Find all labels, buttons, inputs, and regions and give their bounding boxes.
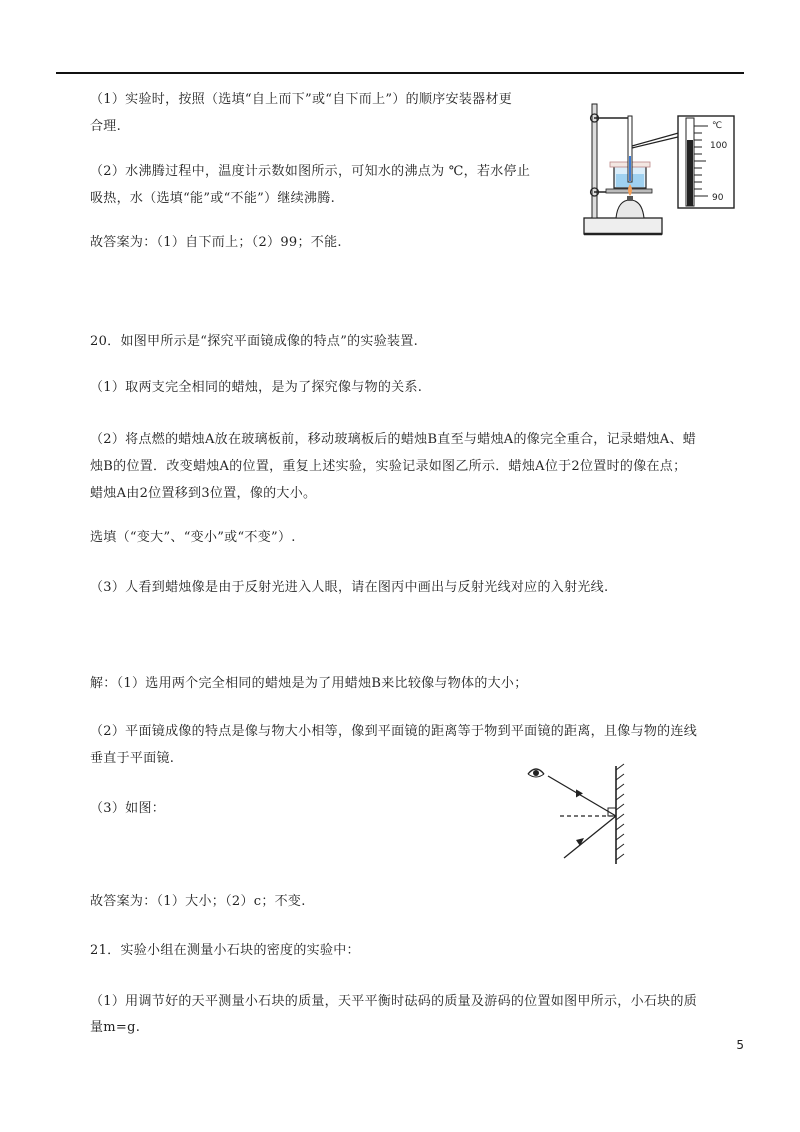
- q21-p1b: 量m=g.: [90, 1020, 141, 1035]
- mirror-reflection-figure: [520, 760, 630, 870]
- q19-line2b: 吸热，水（选填“能”或“不能”）继续沸腾.: [90, 191, 336, 206]
- q19-line2: （2）水沸腾过程中，温度计示数如图所示，可知水的沸点为 ℃，若水停止: [90, 164, 531, 179]
- q20-answer: 故答案为：（1）大小；（2）c；不变.: [90, 894, 306, 909]
- q21-p1a: （1）用调节好的天平测量小石块的质量，天平平衡时砝码的质量及游码的位置如图甲所示，小石块的质: [90, 994, 698, 1009]
- stand-base: [584, 218, 662, 234]
- boiling-apparatus-figure: [578, 96, 742, 244]
- q20-solution-1: 解：（1）选用两个完全相同的蜡烛是为了用蜡烛B来比较像与物体的大小；: [90, 676, 528, 691]
- header-rule: [56, 72, 744, 74]
- page-number: 5: [736, 1038, 744, 1052]
- q20-solution-2b: 垂直于平面镜.: [90, 751, 175, 766]
- scale-label-90: 90: [712, 193, 724, 203]
- eye-icon: [528, 769, 544, 777]
- q20-p2d: 选填（“变大”、“变小”或“不变”）.: [90, 530, 296, 545]
- q21-title: 21．实验小组在测量小石块的密度的实验中：: [90, 943, 360, 958]
- q19-line1b: 合理.: [90, 119, 122, 134]
- q20-p3: （3）人看到蜡烛像是由于反射光进入人眼，请在图丙中画出与反射光线对应的入射光线.: [90, 580, 609, 595]
- q20-p2c: 蜡烛A由2位置移到3位置，像的大小。: [90, 486, 317, 501]
- q19-answer: 故答案为：（1）自下而上；（2）99；不能.: [90, 235, 342, 250]
- q20-solution-3: （3）如图：: [90, 801, 166, 816]
- incident-ray: [564, 816, 616, 858]
- q19-line1: （1）实验时，按照（选填“自上而下”或“自下而上”）的顺序安装器材更: [90, 92, 513, 107]
- q20-title: 20．如图甲所示是“探究平面镜成像的特点”的实验装置.: [90, 334, 419, 349]
- q20-p1: （1）取两支完全相同的蜡烛，是为了探究像与物的关系.: [90, 380, 423, 395]
- scale-label-100: 100: [710, 141, 728, 151]
- q20-p2b: 烛B的位置．改变蜡烛A的位置，重复上述实验，实验记录如图乙所示．蜡烛A位于2位置时的像在点；: [90, 459, 687, 474]
- reflected-ray: [548, 776, 616, 816]
- q20-p2a: （2）将点燃的蜡烛A放在玻璃板前，移动玻璃板后的蜡烛B直至与蜡烛A的像完全重合，记录蜡烛A、蜡: [90, 432, 697, 447]
- scale-unit-label: ℃: [712, 121, 723, 131]
- q20-solution-2a: （2）平面镜成像的特点是像与物大小相等，像到平面镜的距离等于物到平面镜的距离，且像与物的连线: [90, 724, 698, 739]
